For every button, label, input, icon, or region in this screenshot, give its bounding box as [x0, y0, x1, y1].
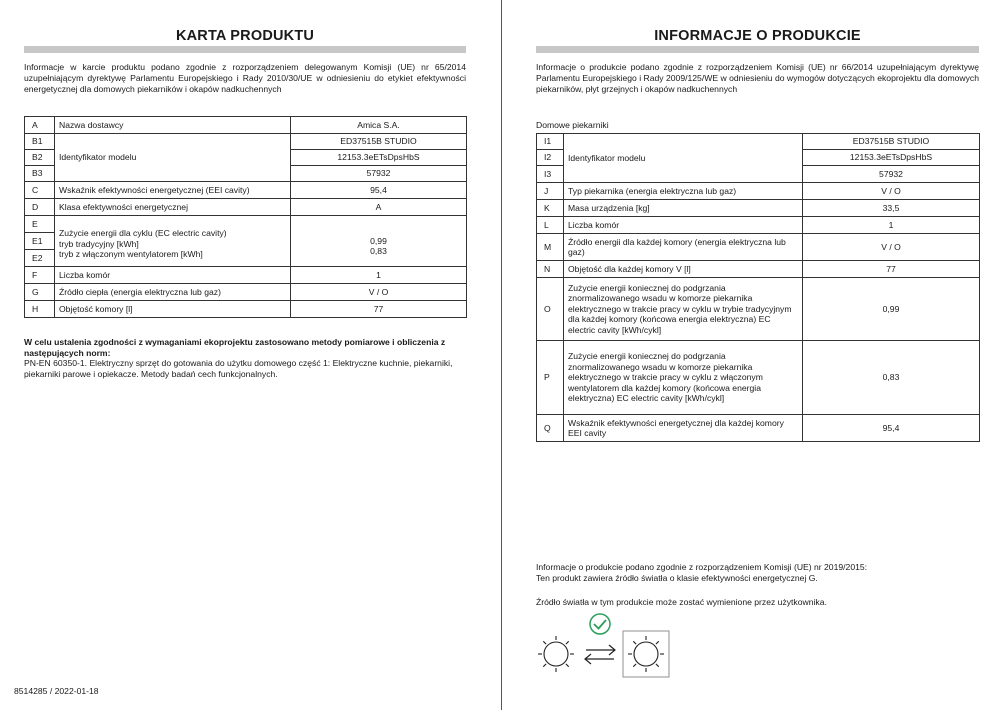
row-value: V / O	[291, 284, 467, 301]
row-code: O	[537, 278, 564, 341]
checkmark-icon	[590, 614, 610, 634]
row-label: Wskaźnik efektywności energetycznej (EEI cavity)	[55, 182, 291, 199]
footer-line: Informacje o produkcie podano zgodnie z rozporządzeniem Komisji (UE) nr 2019/2015:	[536, 562, 868, 572]
row-code: M	[537, 234, 564, 261]
row-value: 12153.3eETsDpsHbS	[803, 150, 980, 166]
energy-consumption-label	[55, 216, 291, 267]
methods-text: PN-EN 60350-1. Elektryczny sprzęt do gotowania do użytku domowego część 1: Elektryczne kuchnie, piekarniki, piekarniki parowe i opiekacze. Metody badań cech funkcjonalnych.	[24, 358, 453, 379]
row-code: F	[25, 267, 55, 284]
row-code: I2	[537, 150, 564, 166]
row-value: 57932	[291, 166, 467, 182]
energy-consumption-values	[291, 216, 467, 267]
intro-paragraph: Informacje w karcie produktu podano zgodnie z rozporządzeniem delegowanym Komisji (UE) nr 65/2014 uzupełniającym dyrektywę Parlamentu Europejskiego i Rady 2010/30/UE w odniesieniu do etykiet efektywności energetycznej dla domowych piekarników i okapów nadkuchennych	[24, 62, 466, 94]
row-label: tryb z włączonym wentylatorem [kWh]	[59, 249, 203, 260]
row-code: N	[537, 261, 564, 278]
row-code: B2	[25, 150, 55, 166]
table-row	[537, 341, 980, 415]
row-value: 33,5	[803, 200, 980, 217]
row-label: Liczba komór	[564, 217, 803, 234]
product-information-page	[502, 0, 1003, 710]
footer-line: Źródło światła w tym produkcie może zostać wymienione przez użytkownika.	[536, 597, 827, 607]
table-row	[537, 183, 980, 200]
measurement-methods-note	[24, 337, 466, 379]
table-row	[537, 278, 980, 341]
row-code: L	[537, 217, 564, 234]
light-bulb-icon	[538, 636, 574, 672]
table-row	[25, 134, 467, 150]
row-value: 12153.3eETsDpsHbS	[291, 150, 467, 166]
light-bulb-boxed-icon	[623, 631, 669, 677]
table-row	[25, 301, 467, 318]
intro-paragraph: Informacje o produkcie podano zgodnie z rozporządzeniem Komisji (UE) nr 66/2014 uzupełniającym dyrektywę Parlamentu Europejskiego i Rady 2009/125/WE w odniesieniu do wymogów dotyczących ekoprojektu dla domowych piekarników, płyt grzejnych i okapów nadkuchennych	[536, 62, 979, 94]
row-label: Zużycie energii dla cyklu (EC electric cavity)	[59, 228, 227, 239]
row-value: ED37515B STUDIO	[803, 134, 980, 150]
row-value: 0,99	[370, 235, 387, 246]
table-row	[537, 234, 980, 261]
light-source-pictogram	[534, 612, 684, 678]
product-fiche-page	[0, 0, 501, 710]
table-row	[25, 182, 467, 199]
row-code: I1	[537, 134, 564, 150]
row-label: Źródło ciepła (energia elektryczna lub gaz)	[55, 284, 291, 301]
light-source-regulation-note	[536, 562, 979, 584]
row-code: A	[25, 117, 55, 134]
row-value: 1	[291, 267, 467, 284]
row-code: B3	[25, 166, 55, 182]
title-underline-bar	[24, 46, 466, 53]
row-label: Identyfikator modelu	[55, 134, 291, 182]
row-code: C	[25, 182, 55, 199]
row-code: E2	[32, 253, 43, 263]
table-row	[537, 200, 980, 217]
table-row	[25, 199, 467, 216]
row-code: J	[537, 183, 564, 200]
row-code: D	[25, 199, 55, 216]
row-value: V / O	[803, 183, 980, 200]
row-label: Źródło energii dla każdej komory (energia elektryczna lub gaz)	[564, 234, 803, 261]
row-value: ED37515B STUDIO	[291, 134, 467, 150]
document-number: 8514285 / 2022-01-18	[14, 686, 99, 696]
row-code: K	[537, 200, 564, 217]
row-label: tryb tradycyjny [kWh]	[59, 238, 139, 249]
row-label: Objętość dla każdej komory V [l]	[564, 261, 803, 278]
row-code: G	[25, 284, 55, 301]
row-label: Objętość komory [l]	[55, 301, 291, 318]
table-caption: Domowe piekarniki	[536, 120, 609, 130]
row-value: 77	[291, 301, 467, 318]
row-code: H	[25, 301, 55, 318]
row-code: P	[537, 341, 564, 415]
table-row	[537, 134, 980, 150]
title-underline-bar	[536, 46, 979, 53]
row-label: Nazwa dostawcy	[55, 117, 291, 134]
row-code: B1	[25, 134, 55, 150]
row-value: 1	[803, 217, 980, 234]
row-label: Zużycie energii koniecznej do podgrzania znormalizowanego wsadu w komorze piekarnika elektrycznego w trakcie pracy w cyklu w trybie tradycyjnym dla każdej komory (końcowa energia elektryczna) EC electric cavity [kWh/cykl]	[564, 278, 803, 341]
table-row	[537, 261, 980, 278]
swap-arrows-icon	[585, 645, 615, 664]
row-label: Masa urządzenia [kg]	[564, 200, 803, 217]
row-value: 0,83	[370, 246, 387, 256]
product-information-table	[536, 133, 980, 442]
row-label: Wskaźnik efektywności energetycznej dla każdej komory EEI cavity	[564, 415, 803, 442]
row-code: E	[25, 216, 54, 233]
row-label: Klasa efektywności energetycznej	[55, 199, 291, 216]
row-value: 57932	[803, 166, 980, 183]
page-title: KARTA PRODUKTU	[175, 28, 315, 44]
row-code: I3	[537, 166, 564, 183]
footer-line: Ten produkt zawiera źródło światła o klasie efektywności energetycznej G.	[536, 573, 818, 583]
table-row	[25, 284, 467, 301]
row-label: Identyfikator modelu	[564, 134, 803, 183]
row-label: Zużycie energii koniecznej do podgrzania znormalizowanego wsadu w komorze piekarnika elektrycznego w trakcie pracy w cyklu z włączonym wentylatorem dla każdej komory (końcowa energia elektryczna) EC electric cavity [kWh/cykl]	[564, 341, 803, 415]
product-fiche-table	[24, 116, 467, 318]
table-row	[537, 217, 980, 234]
methods-heading: W celu ustalenia zgodności z wymaganiami ekoprojektu zastosowano metody pomiarowe i obliczenia z następujących norm:	[24, 337, 446, 358]
row-code: E1	[25, 233, 54, 250]
table-row	[537, 415, 980, 442]
row-value: 95,4	[291, 182, 467, 199]
row-value: Amica S.A.	[291, 117, 467, 134]
row-value: 95,4	[803, 415, 980, 442]
row-label: Liczba komór	[55, 267, 291, 284]
row-label: Typ piekarnika (energia elektryczna lub gaz)	[564, 183, 803, 200]
table-row	[25, 117, 467, 134]
row-code-stack	[25, 216, 55, 267]
row-value: 0,99	[803, 278, 980, 341]
page-title: INFORMACJE O PRODUKCIE	[654, 28, 861, 44]
row-value: 77	[803, 261, 980, 278]
table-row	[25, 216, 467, 267]
table-row	[25, 267, 467, 284]
row-code: Q	[537, 415, 564, 442]
row-value: V / O	[803, 234, 980, 261]
row-value: 0,83	[803, 341, 980, 415]
row-value: A	[291, 199, 467, 216]
